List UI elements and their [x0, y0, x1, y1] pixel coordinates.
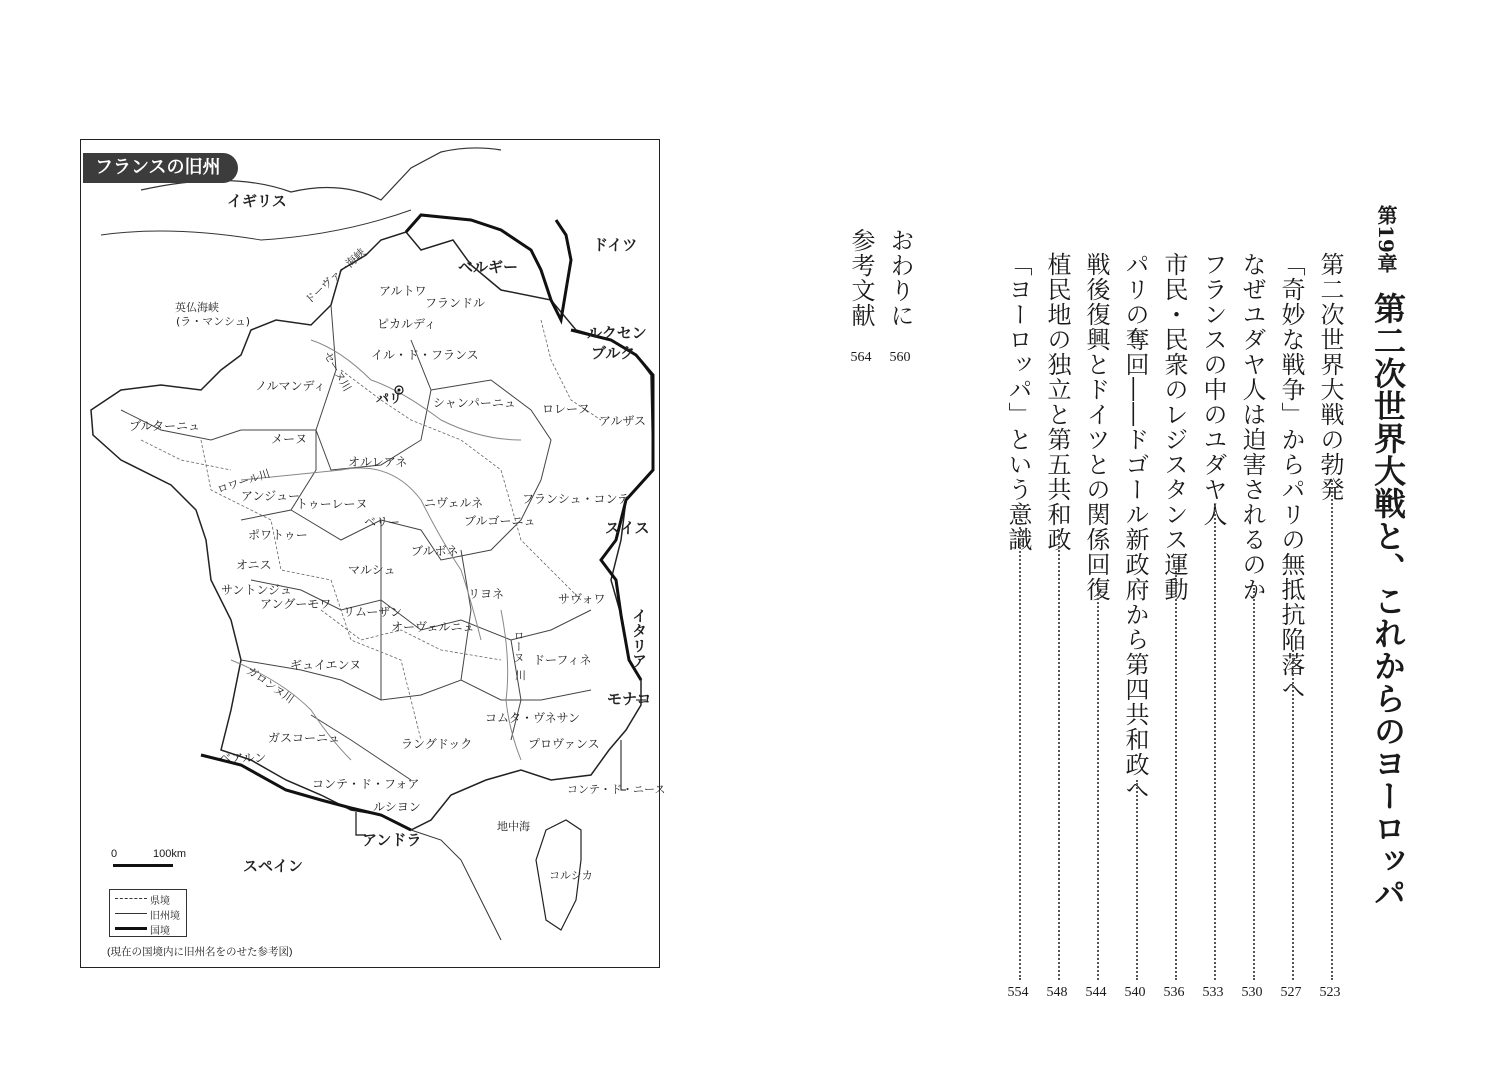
toc-leader	[1019, 508, 1021, 980]
border-germany	[551, 220, 571, 320]
toc-leader	[1097, 585, 1099, 980]
toc-leader	[1175, 568, 1177, 980]
label-monaco: モナコ	[607, 690, 652, 708]
label-maine: メーヌ	[271, 432, 308, 446]
toc-item-title[interactable]: 戦後復興とドイツとの関係回復	[1082, 252, 1110, 602]
england-coast-2	[101, 210, 411, 240]
toc-item-page[interactable]: 548	[1046, 985, 1068, 1000]
scale-bar	[111, 848, 231, 870]
label-artois: アルトワ	[379, 284, 427, 298]
label-bretagne: ブルターニュ	[129, 419, 201, 433]
label-dover: ドーヴァー海峡	[302, 245, 369, 307]
label-ile-de-france: イル・ド・フランス	[371, 348, 479, 362]
map-title: フランスの旧州	[83, 153, 238, 183]
label-flandre: フランドル	[425, 296, 486, 310]
map-note: (現在の国境内に旧州名をのせた参考図)	[107, 946, 293, 958]
label-germany: ドイツ	[593, 236, 638, 254]
map-legend	[109, 889, 187, 937]
label-spain: スペイン	[243, 857, 304, 875]
scale-zero: 0	[111, 848, 118, 860]
toc-leader	[1058, 530, 1060, 980]
toc-backmatter-page[interactable]: 564	[850, 350, 872, 365]
toc-item-page[interactable]: 554	[1007, 985, 1029, 1000]
label-auvergne: オーヴェルニュ	[391, 620, 475, 634]
toc-leader	[1331, 480, 1333, 980]
label-lorraine: ロレーヌ	[542, 402, 591, 416]
legend-national: 国境	[150, 926, 170, 937]
label-orleanais: オルレアネ	[348, 455, 408, 469]
label-seine: セーヌ川	[320, 349, 354, 394]
label-roussillon: ルシヨン	[373, 800, 421, 814]
toc-item-title[interactable]: フランスの中のユダヤ人	[1199, 252, 1227, 527]
label-switzerland: スイス	[605, 519, 650, 537]
label-corse: コルシカ	[549, 869, 593, 882]
label-touraine: トゥーレーヌ	[296, 497, 368, 511]
toc-item-title[interactable]: 第二次世界大戦の勃発	[1316, 252, 1344, 502]
label-champagne: シャンパーニュ	[433, 396, 516, 410]
label-channel-2: (ラ・マンシュ)	[176, 315, 251, 328]
border-spain	[201, 755, 411, 830]
label-loire: ロワール川	[215, 467, 272, 497]
label-paris: パリ	[376, 392, 403, 407]
toc-item-page[interactable]: 540	[1124, 985, 1146, 1000]
label-bearn: ベアルン	[219, 751, 267, 765]
label-gascogne: ガスコーニュ	[268, 731, 341, 745]
label-guyenne: ギュイエンヌ	[290, 658, 362, 672]
label-languedoc: ラングドック	[401, 737, 473, 751]
label-lyonnais: リヨネ	[468, 587, 505, 601]
label-rhone-2: 川	[515, 669, 526, 682]
toc-item-page[interactable]: 530	[1241, 985, 1263, 1000]
label-italy: イタリア	[630, 608, 648, 668]
toc-item-page[interactable]: 536	[1163, 985, 1185, 1000]
toc-item-page[interactable]: 523	[1319, 985, 1341, 1000]
chapter-title: 第二次世界大戦と、これからのヨーロッパ	[1369, 292, 1407, 910]
toc-item-page[interactable]: 527	[1280, 985, 1302, 1000]
label-luxembourg-2: ブルク	[591, 344, 636, 362]
toc-item-title[interactable]: 「ヨーロッパ」という意識	[1004, 252, 1032, 552]
label-limousin: リムーザン	[343, 605, 403, 619]
label-comtat: コムタ・ヴネサン	[485, 711, 581, 725]
label-england: イギリス	[227, 192, 287, 210]
map-panel	[80, 139, 666, 968]
toc-item-title[interactable]: 「奇妙な戦争」からパリの無抵抗陥落へ	[1277, 252, 1305, 702]
toc-backmatter-title[interactable]: 参考文献	[847, 228, 875, 328]
legend-province: 旧州境	[150, 911, 180, 922]
label-garonne: ガロンヌ川	[244, 664, 297, 707]
label-picardie: ピカルディ	[377, 317, 437, 331]
label-aunis: オニス	[236, 558, 272, 572]
label-channel-1: 英仏海峡	[175, 301, 219, 314]
label-andorra: アンドラ	[362, 831, 422, 849]
label-anjou: アンジュー	[241, 489, 300, 503]
label-saintonge: サントンジュ	[221, 583, 292, 597]
label-rhone-1: ローヌ	[512, 630, 525, 663]
label-poitou: ポワトゥー	[248, 528, 308, 542]
label-belgium: ベルギー	[458, 258, 519, 276]
label-marche: マルシュ	[348, 563, 396, 577]
label-mediterranean: 地中海	[497, 820, 530, 833]
toc-backmatter-title[interactable]: おわりに	[886, 228, 914, 328]
label-berry: ベリー	[364, 515, 401, 529]
toc-item-page[interactable]: 533	[1202, 985, 1224, 1000]
scale-distance: 100km	[153, 848, 187, 860]
toc-leader	[1214, 505, 1216, 980]
label-franche-comte: フランシュ・コンテ	[522, 492, 630, 506]
toc-item-title[interactable]: 植民地の独立と第五共和政	[1043, 252, 1071, 552]
toc-leader	[1136, 780, 1138, 980]
toc-item-title[interactable]: 市民・民衆のレジスタンス運動	[1160, 252, 1188, 602]
label-nice: コンテ・ド・ニース	[567, 783, 666, 796]
toc-backmatter-page[interactable]: 560	[889, 350, 911, 365]
label-normandie: ノルマンディ	[255, 379, 326, 393]
label-luxembourg-1: ルクセン	[587, 324, 647, 342]
label-savoie: サヴォワ	[558, 592, 606, 606]
toc-leader	[1292, 650, 1294, 980]
label-provence: プロヴァンス	[528, 737, 600, 751]
label-nivernais: ニヴェルネ	[424, 496, 484, 510]
toc-item-page[interactable]: 544	[1085, 985, 1107, 1000]
chapter-label: 第19章	[1374, 205, 1398, 273]
label-foix: コンテ・ド・フォア	[312, 777, 420, 791]
label-bourgogne: ブルゴーニュ	[464, 514, 536, 528]
legend-dept: 県境	[150, 896, 170, 907]
label-bourbonnais: ブルボネ	[411, 544, 459, 558]
label-dauphine: ドーフィネ	[533, 653, 592, 667]
label-alsace: アルザス	[599, 414, 647, 428]
toc-item-title[interactable]: パリの奪回――ドゴール新政府から第四共和政へ	[1121, 252, 1149, 802]
toc-item-title[interactable]: なぜユダヤ人は迫害されるのか	[1238, 252, 1266, 602]
label-angoumois: アングーモワ	[260, 597, 332, 611]
toc-leader	[1253, 588, 1255, 980]
